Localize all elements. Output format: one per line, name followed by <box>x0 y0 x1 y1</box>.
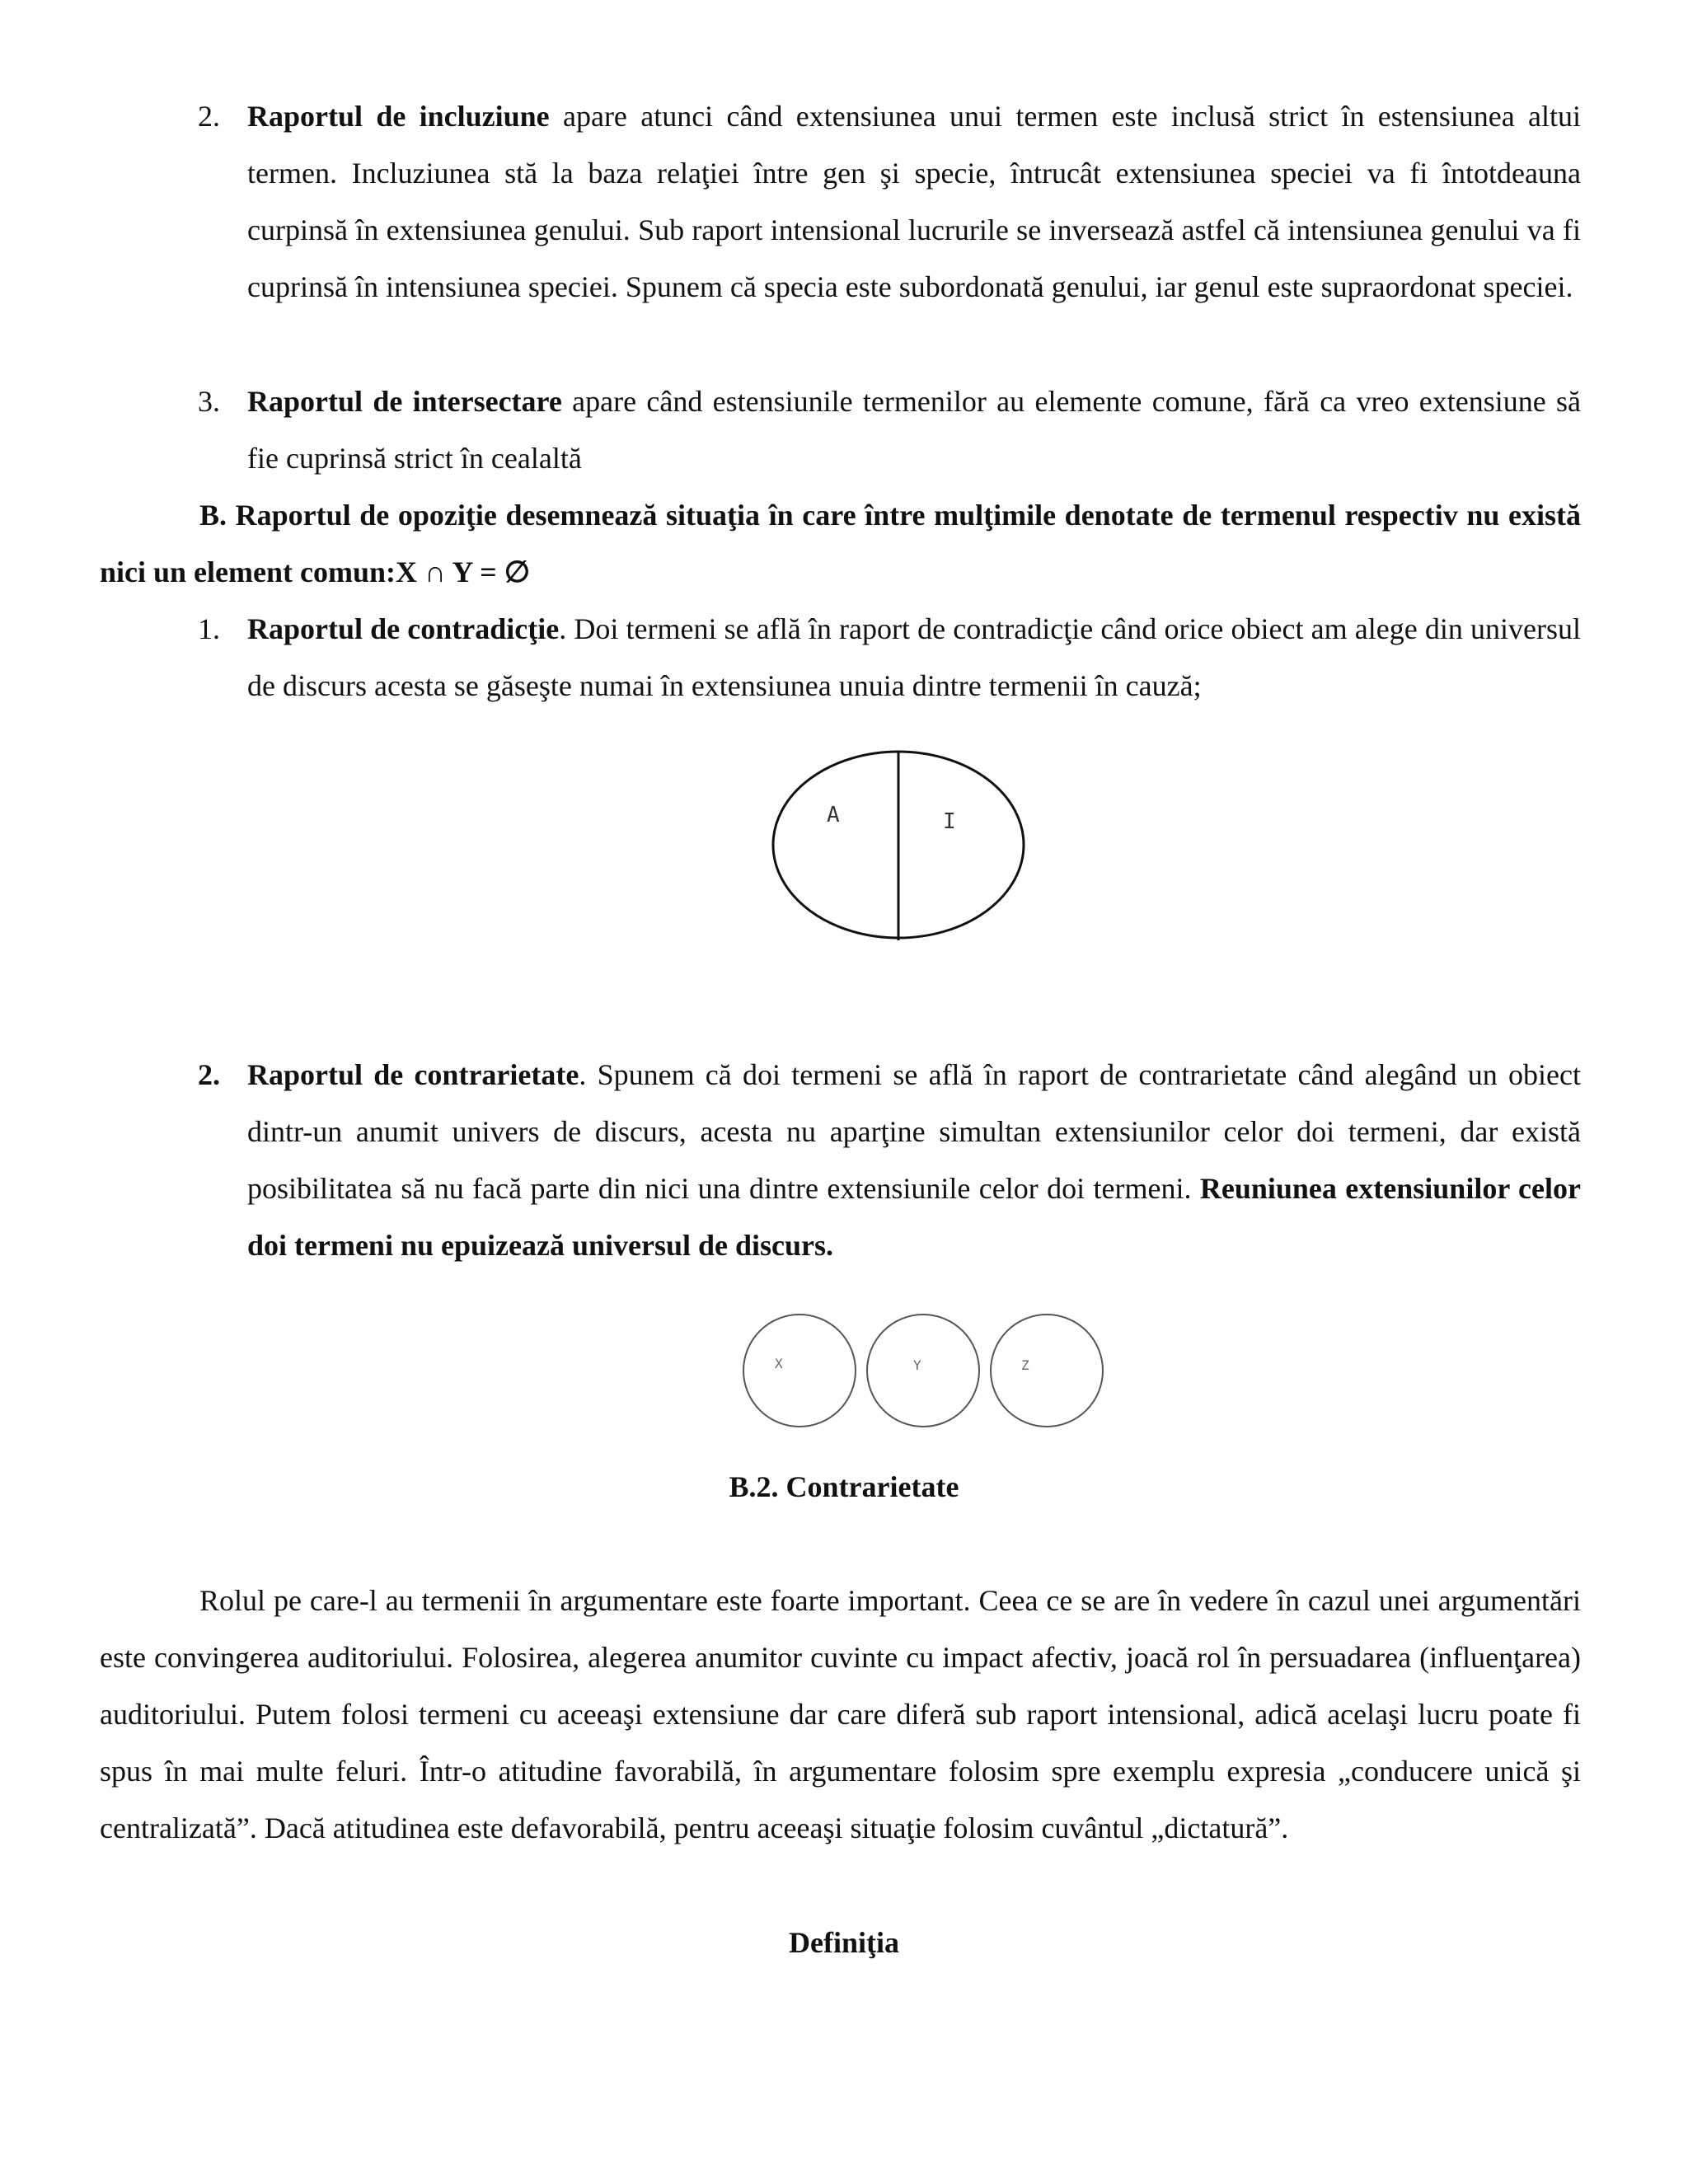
section-b-heading: B. Raportul de opoziţie desemnează situaţia în care între mulţimile denotate de termenul respectiv nu există nici un element comun:X ∩ Y = ∅ <box>100 499 1581 588</box>
label-i: I <box>943 809 956 834</box>
list-number: 2. <box>198 1058 220 1091</box>
bold-tail-contrarietate: Reuniunea extensiunilor celor doi termeni nu epuizează universul de discurs. <box>247 1172 1581 1262</box>
paragraph-contradictie <box>247 601 1581 715</box>
list-number: 2. <box>198 100 220 133</box>
term-intersectare: Raportul de intersectare <box>247 385 562 418</box>
list-number: 1. <box>198 612 220 645</box>
text-contradictie: . Doi termeni se află în raport de contradicţie când orice obiect am alege din universul de discurs acesta se găseşte numai în extensiunea unuia dintre termenii în cauză; <box>247 612 1581 702</box>
text-contrarietate: . Spunem că doi termeni se află în raport de contrarietate când alegând un obiect dintr-un anumit univers de discurs, acesta nu aparţine simultan extensiunilor celor doi termeni, dar există posibilitatea să nu facă parte din nici una dintre extensiunile celor doi termeni. <box>247 1058 1581 1205</box>
contradiction-diagram <box>767 746 1030 948</box>
text-intersectare: apare când estensiunile termenilor au elemente comune, fără ca vreo extensiune să fie cuprinsă strict în cealaltă <box>247 385 1581 475</box>
label-z: Z <box>1021 1357 1029 1373</box>
label-a: A <box>827 803 840 827</box>
list-number: 3. <box>198 385 220 418</box>
figure-caption: B.2. Contrarietate <box>729 1470 959 1503</box>
circle-z <box>991 1315 1103 1427</box>
term-contrarietate: Raportul de contrarietate <box>247 1058 579 1091</box>
body-paragraph: Rolul pe care-l au termenii în argumentare este foarte important. Ceea ce se are în vedere în cazul unei argumentări este convingerea auditoriului. Folosirea, alegerea anumitor cuvinte cu impact afectiv, joacă rol în persuadarea (influenţarea) auditoriului. Putem folosi termeni cu aceeaşi extensiune dar care diferă sub raport intensional, adică acelaşi lucru poate fi spus în mai multe feluri. Într-o atitudine favorabilă, în argumentare folosim spre exemplu expresia „conducere unică şi centralizată”. Dacă atitudinea este defavorabilă, pentru aceeaşi situaţie folosim cuvântul „dictatură”. <box>100 1584 1581 1844</box>
section-heading-definitia: Definiţia <box>789 1926 899 1959</box>
circle-x <box>743 1315 856 1427</box>
term-incluziune: Raportul de incluziune <box>247 100 550 133</box>
circle-y <box>867 1315 979 1427</box>
term-contradictie: Raportul de contradicţie <box>247 612 560 645</box>
label-x: X <box>775 1356 783 1371</box>
paragraph-incluziune <box>247 88 1581 316</box>
label-y: Y <box>913 1357 921 1373</box>
paragraph-contrarietate <box>247 1047 1581 1274</box>
text-incluziune: apare atunci când extensiunea unui termen este inclusă strict în estensiunea altui termen. Incluziunea stă la baza relaţiei între gen şi specie, întrucât extensiunea speciei va fi întotdeauna curpinsă în extensiunea genului. Sub raport intensional lucrurile se inversează astfel că intensiunea genului va fi cuprinsă în intensiunea speciei. Spunem că specia este subordonată genului, iar genul este supraordonat speciei. <box>247 100 1581 303</box>
paragraph-intersectare <box>247 373 1581 487</box>
contrariety-diagram <box>738 1310 1109 1434</box>
